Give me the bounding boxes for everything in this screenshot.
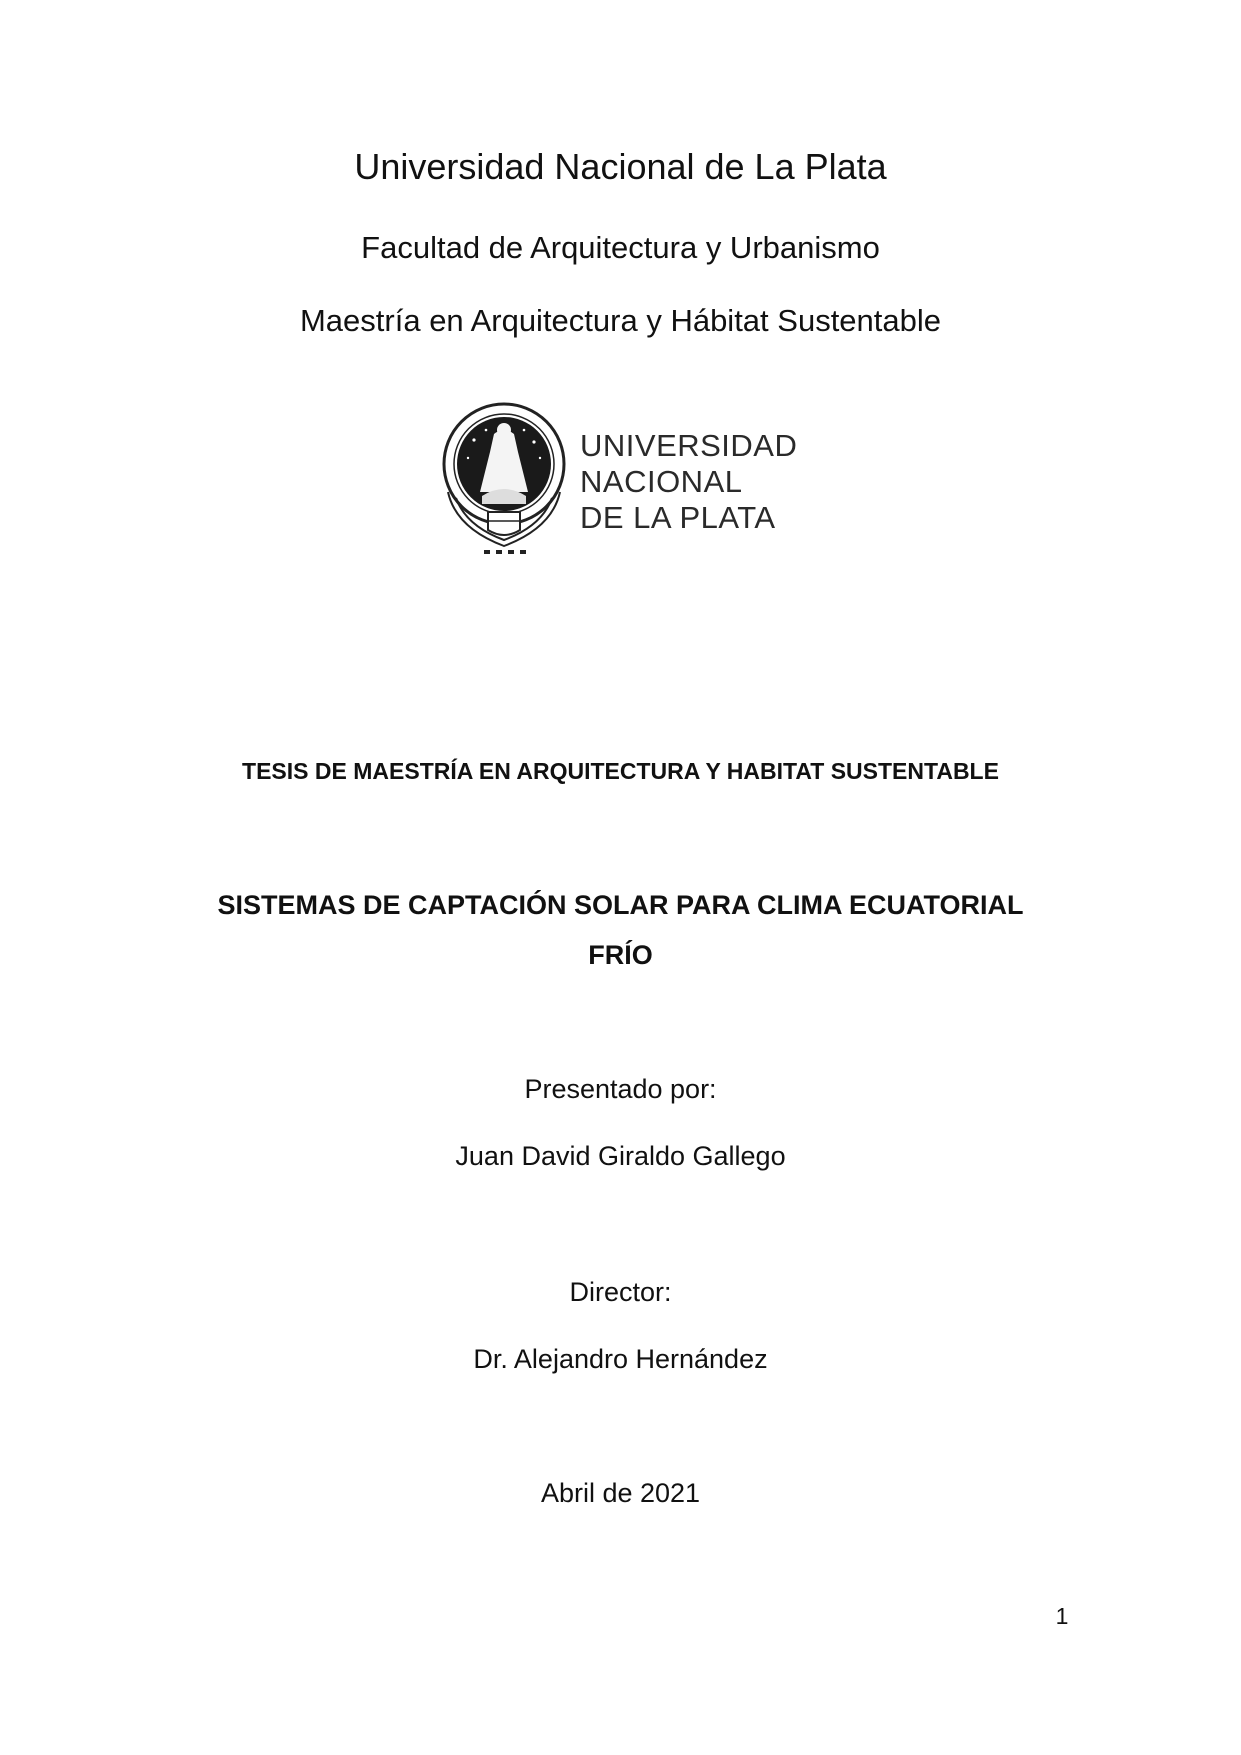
- thesis-date: Abril de 2021: [540, 1478, 701, 1508]
- director-name: Dr. Alejandro Hernández: [473, 1344, 768, 1374]
- university-name: Universidad Nacional de La Plata: [354, 146, 887, 187]
- logo-wordmark: [580, 428, 797, 536]
- thesis-title-line-2: FRÍO: [588, 940, 653, 970]
- program-name: Maestría en Arquitectura y Hábitat Sustentable: [299, 303, 942, 338]
- page-number: 1: [1055, 1603, 1069, 1629]
- logo-line-3: DE LA PLATA: [580, 500, 776, 535]
- author-name: Juan David Giraldo Gallego: [455, 1141, 786, 1171]
- thesis-title-line-1: SISTEMAS DE CAPTACIÓN SOLAR PARA CLIMA ECUATORIAL: [217, 890, 1024, 920]
- author-label: Presentado por:: [524, 1074, 717, 1104]
- director-label: Director:: [569, 1277, 672, 1307]
- university-logo: [438, 400, 798, 562]
- university-seal-icon: [438, 400, 570, 562]
- logo-line-2: NACIONAL: [580, 464, 743, 499]
- thesis-type: TESIS DE MAESTRÍA EN ARQUITECTURA Y HABITAT SUSTENTABLE: [242, 758, 999, 784]
- faculty-name: Facultad de Arquitectura y Urbanismo: [361, 230, 880, 265]
- logo-line-1: UNIVERSIDAD: [580, 428, 798, 463]
